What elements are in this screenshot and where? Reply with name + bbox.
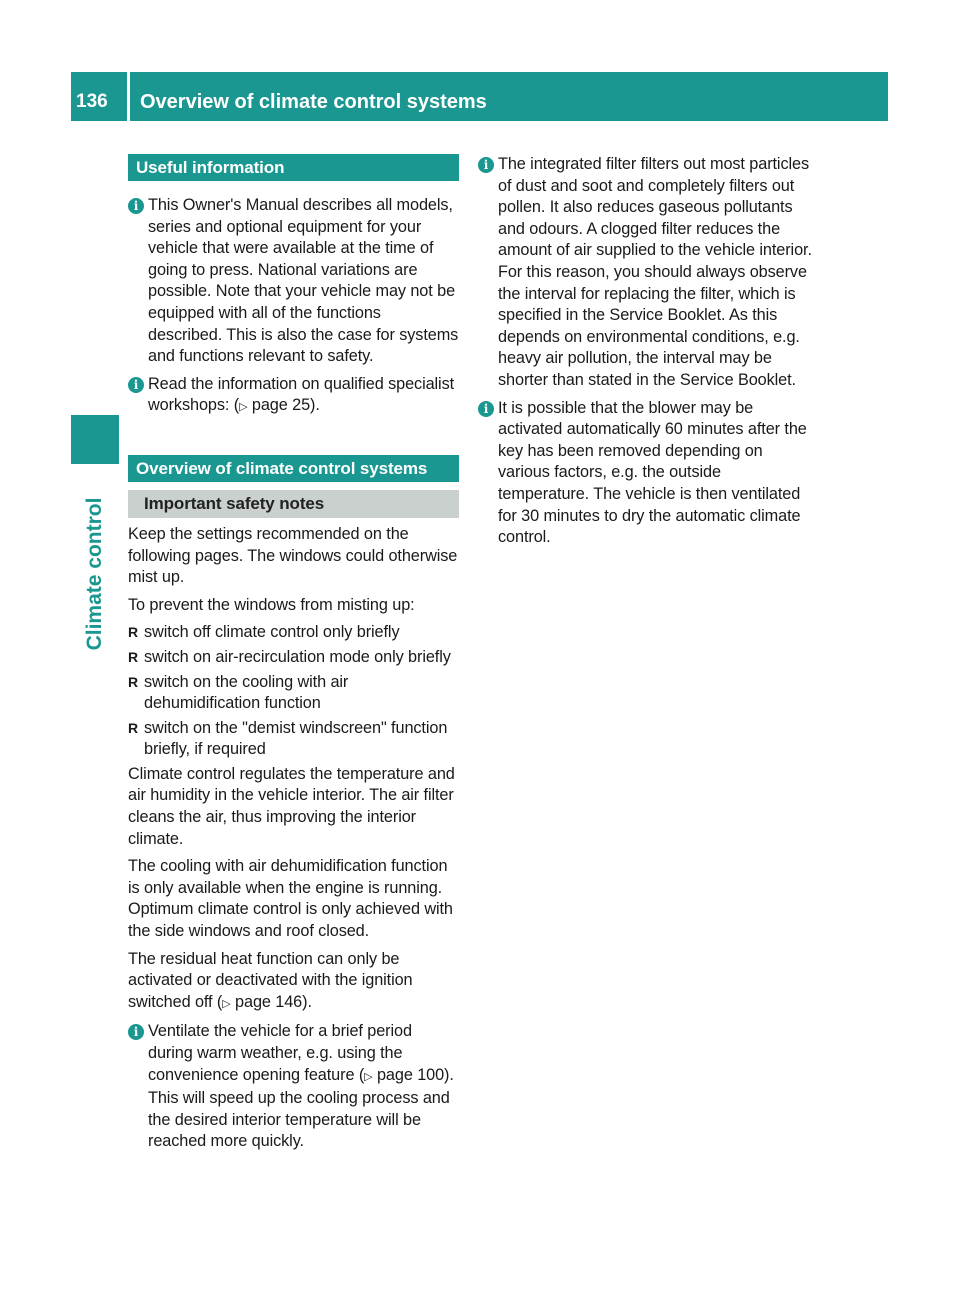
safety-notes-heading: Important safety notes — [128, 490, 459, 518]
info-note — [128, 374, 459, 419]
info-note — [478, 154, 812, 392]
paragraph-text: The residual heat function can only be activated or deactivated with the ignition switched off ( — [128, 949, 413, 1011]
page-reference-arrow-icon: ▷ — [364, 1070, 373, 1083]
list-item — [128, 672, 459, 715]
list-item-text: switch on the "demist windscreen" function briefly, if required — [144, 718, 448, 759]
page-reference-link[interactable]: page 100). This will speed up the cooling process and the desired interior temperature will be reached more quickly. — [148, 1065, 454, 1151]
header-divider — [127, 72, 130, 121]
page-reference-arrow-icon: ▷ — [222, 997, 231, 1010]
section-heading: Overview of climate control systems — [128, 455, 459, 482]
page-number: 136 — [76, 91, 108, 112]
info-icon: i — [128, 1024, 144, 1040]
page-title: Overview of climate control systems — [140, 91, 487, 113]
paragraph: Climate control regulates the temperature and air humidity in the vehicle interior. The air filter cleans the air, thus improving the interior climate. — [128, 764, 455, 848]
info-icon: i — [128, 377, 144, 393]
page-reference-arrow-icon: ▷ — [239, 401, 248, 414]
bullet-icon: R — [128, 624, 139, 641]
info-icon: i — [478, 157, 494, 173]
bullet-icon: R — [128, 719, 139, 736]
list-item — [128, 622, 459, 644]
list-item — [128, 647, 459, 669]
left-column — [128, 154, 459, 1159]
paragraph: Keep the settings recommended on the following pages. The windows could otherwise mist up. — [128, 524, 458, 587]
page-reference-link[interactable]: page 146). — [230, 992, 312, 1011]
list-item-text: switch on air-recirculation mode only briefly — [144, 647, 451, 666]
note-text: Read the information on qualified specialist workshops: ( — [148, 374, 455, 415]
info-icon: i — [128, 198, 144, 214]
bullet-icon: R — [128, 648, 139, 665]
list-item-text: switch on the cooling with air dehumidification function — [144, 672, 349, 713]
info-note — [128, 1021, 459, 1153]
list-item — [128, 718, 459, 761]
note-text: Ventilate the vehicle for a brief period during warm weather, e.g. using the convenience opening feature ( — [148, 1022, 412, 1084]
info-note — [478, 398, 812, 549]
page-reference-link[interactable]: page 25). — [247, 396, 320, 415]
info-note — [128, 195, 459, 368]
chapter-tab-marker — [71, 415, 119, 464]
paragraph: The cooling with air dehumidification function is only available when the engine is running. Optimum climate control is only achieved with the side windows and roof closed. — [128, 857, 453, 941]
paragraph — [128, 949, 459, 1016]
paragraph: To prevent the windows from misting up: — [128, 595, 415, 614]
bullet-icon: R — [128, 673, 139, 690]
list-item-text: switch off climate control only briefly — [144, 623, 400, 642]
note-text: This Owner's Manual describes all models, series and optional equipment for your vehicle that were available at the time of going to press. National variations are possible. Note that your vehicle may not be equipped with all of the functions described. This is also the case for systems and functions relevant to safety. — [148, 196, 459, 366]
useful-information-heading: Useful information — [128, 154, 459, 181]
note-text: It is possible that the blower may be activated automatically 60 minutes after the key has been removed depending on various factors, e.g. the outside temperature. The vehicle is then ventilated for 30 minutes to dry the automatic climate control. — [498, 398, 807, 547]
chapter-label: Climate control — [83, 497, 106, 651]
info-icon: i — [478, 401, 494, 417]
right-column — [478, 154, 812, 555]
note-text: The integrated filter filters out most particles of dust and soot and completely filters out pollen. It also reduces gaseous pollutants and odours. A clogged filter reduces the amount of air supplied to the vehicle interior. For this reason, you should always observe the interval for replacing the filter, which is specified in the Service Booklet. As this depends on environmental conditions, e.g. heavy air pollution, the interval may be shorter than stated in the Service Booklet. — [498, 155, 812, 389]
